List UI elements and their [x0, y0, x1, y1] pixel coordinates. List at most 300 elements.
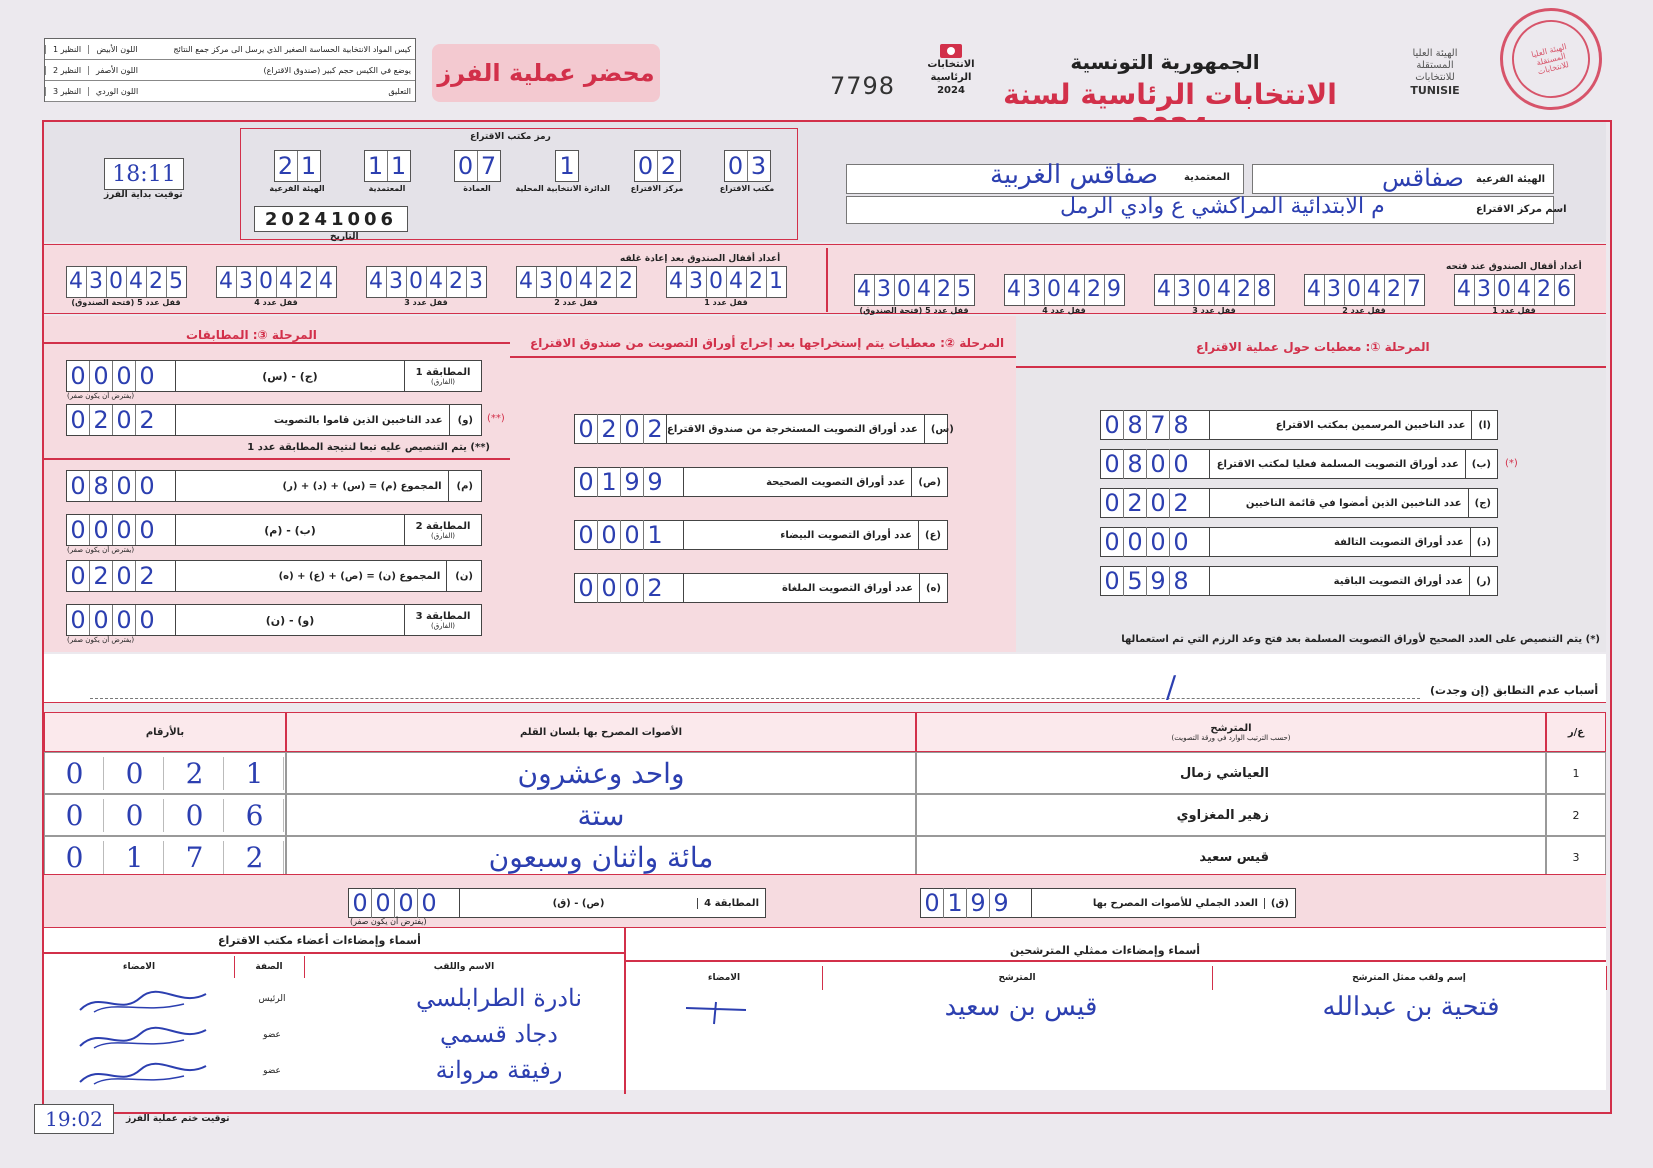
rep-name: فتحية بن عبدالله	[1322, 992, 1500, 1022]
copy-number: النظير 2	[45, 66, 88, 75]
phase3-row	[66, 514, 482, 554]
digit: 1	[647, 521, 663, 549]
phase2-row	[574, 414, 954, 444]
phase3-key: (ن)	[446, 561, 481, 591]
digit: 0	[1173, 450, 1189, 478]
phase3-row	[66, 560, 482, 592]
lock-field	[364, 266, 488, 307]
digit: 2	[447, 267, 467, 297]
phase3-sub: (الفارق)	[430, 531, 456, 540]
digit: 3	[750, 152, 767, 180]
lock-field	[64, 266, 188, 307]
digit: 0	[455, 151, 478, 181]
digit: 4	[577, 267, 597, 297]
digit: 0	[139, 516, 155, 544]
phase3-key: (م)	[448, 471, 482, 501]
lock-field	[214, 266, 338, 307]
digit: 9	[1147, 566, 1170, 596]
digit: 2	[1535, 275, 1555, 305]
digit: 0	[575, 414, 598, 444]
flag-icon	[940, 44, 962, 58]
candidate-number: 2	[1572, 808, 1580, 822]
digit: 4	[217, 267, 237, 297]
members-header-name	[304, 956, 625, 978]
phase2-label: عدد أوراق التصويت البيضاء	[780, 529, 912, 541]
digit: 0	[372, 888, 395, 918]
lock-field	[1452, 274, 1576, 315]
date-box	[254, 206, 408, 232]
phase3-label: المجموع (ن) = (ص) + (ع) + (ه)	[278, 570, 441, 582]
vote-digit: 0	[47, 757, 104, 790]
digit: 9	[1107, 277, 1121, 302]
results-cell-candidate	[916, 794, 1546, 836]
phase1-note: (*) يتم التنصيص على العدد الصحيح لأوراق التصويت المسلمة بعد فتح وعد الرزم التي تم استعمالها	[1121, 634, 1600, 645]
results-cell-digits	[44, 794, 286, 836]
rep-candidate: قيس بن سعيد	[944, 992, 1098, 1022]
digit: 2	[1385, 275, 1405, 305]
phase3-formula: (و) - (ن)	[265, 613, 315, 627]
digit: 0	[895, 275, 915, 305]
digit: 9	[647, 468, 663, 496]
copy-row	[45, 81, 415, 102]
candidate-name: زهير المغزاوي	[1176, 807, 1269, 823]
phase2-key: (ه)	[919, 574, 947, 602]
phase1-key: (ج)	[1468, 489, 1497, 517]
member-row	[44, 984, 624, 1018]
results-cell-words	[286, 752, 916, 794]
stamp-text: الهيئة العليا المستقلة للانتخابات	[1530, 41, 1570, 76]
phase1-label: عدد أوراق التصويت الباقية	[1333, 575, 1464, 587]
digit: 0	[90, 361, 113, 391]
digit: 5	[957, 277, 971, 302]
lock-label: قفل عدد 3	[1192, 306, 1236, 315]
sub-authority-label: الهيئة الفرعية	[1476, 174, 1546, 185]
copy-row	[45, 60, 415, 81]
copies-table	[44, 38, 416, 102]
phase1-label: عدد أوراق التصويت المسلمة فعليا لمكتب الاقتراع	[1216, 458, 1459, 470]
digit: 0	[1147, 449, 1170, 479]
digit: 2	[747, 267, 767, 297]
election-logo	[918, 44, 984, 97]
vote-digit: 2	[167, 757, 224, 790]
copy-color: اللون الأصفر	[88, 66, 145, 75]
phase2-value	[575, 573, 684, 603]
member-row	[44, 1020, 624, 1054]
office-code-field	[515, 150, 610, 193]
total-value	[921, 888, 1032, 918]
digit: 0	[621, 573, 644, 603]
lock-field	[514, 266, 638, 307]
lock-field	[1002, 274, 1126, 315]
lock-label: قفل عدد 1	[704, 298, 748, 307]
phase3-row	[66, 360, 482, 400]
digit: 1	[300, 152, 317, 180]
reps-header-sign	[626, 966, 823, 990]
rep-signature	[676, 998, 776, 1026]
digit: 2	[647, 415, 663, 443]
phase2-value	[575, 520, 684, 550]
digit: 0	[575, 573, 598, 603]
digit: 1	[944, 888, 967, 918]
digit: 5	[169, 269, 183, 294]
copy-description: يوضع في الكيس حجم كبير (صندوق الاقتراع)	[263, 65, 411, 75]
digit: 3	[1475, 275, 1495, 305]
digit: 1	[559, 152, 575, 180]
digit: 3	[875, 275, 895, 305]
office-code-label: مركز الاقتراع	[630, 184, 684, 193]
office-code-value	[274, 150, 321, 182]
delegation-label: المعتمدية	[1184, 172, 1230, 183]
lock-field	[1302, 274, 1426, 315]
digit: 0	[598, 520, 621, 550]
digit: 0	[1195, 275, 1215, 305]
office-code-label: الهيئة الفرعية	[269, 184, 325, 193]
isie-abbr: TUNISIE	[1410, 84, 1460, 97]
member-signature	[74, 1060, 214, 1088]
results-cell-num	[1546, 836, 1606, 878]
digit: 8	[1173, 567, 1189, 595]
digit: 4	[727, 267, 747, 297]
lock-number	[666, 266, 787, 298]
digit: 2	[139, 562, 155, 590]
digit: 0	[113, 471, 136, 501]
digit: 0	[921, 888, 944, 918]
copy-color: اللون الأبيض	[88, 45, 145, 54]
phase1-row	[1100, 566, 1498, 596]
lock-number	[854, 274, 975, 306]
results-header-sub: (حسب الترتيب الوارد في ورقة التصويت)	[1171, 733, 1291, 742]
phase3-label: المجموع (م) = (س) + (د) + (ر)	[282, 480, 442, 492]
end-time-label: توقيت ختم عملية الفرز	[126, 1114, 230, 1124]
official-stamp	[1489, 0, 1613, 121]
office-code-field	[434, 150, 520, 193]
phase2-row	[574, 573, 948, 603]
digit: 0	[635, 151, 658, 181]
end-time-box	[34, 1104, 114, 1134]
total-key: (ق)	[1264, 898, 1295, 909]
results-header-label: ع/ر	[1567, 726, 1585, 738]
reasons-label: أسباب عدم التطابق (إن وجدت)	[1430, 684, 1599, 697]
digit: 0	[90, 515, 113, 545]
members-header-label: الامضاء	[122, 962, 156, 972]
phase2-row	[574, 467, 948, 497]
phase3-label: المطابقة 1	[415, 366, 471, 378]
reps-header-candidate	[822, 966, 1213, 990]
phase3-value	[67, 515, 176, 545]
phase1-key: (ا)	[1471, 411, 1497, 439]
digit: 0	[67, 605, 90, 635]
office-code-value	[364, 150, 411, 182]
phase1-row	[1100, 410, 1498, 440]
results-cell-num	[1546, 794, 1606, 836]
sub-authority-value: صفاقس	[1382, 164, 1464, 192]
phase1-key: (ر)	[1469, 567, 1497, 595]
digit: 3	[1325, 275, 1345, 305]
digit: 0	[621, 520, 644, 550]
digit: 3	[537, 267, 557, 297]
digit: 4	[1215, 275, 1235, 305]
election-title: الانتخابات الرئاسية لسنة	[1003, 78, 1337, 111]
digit: 1	[769, 269, 783, 294]
locks-divider	[826, 248, 828, 312]
member-name: دجاد قسمي	[440, 1020, 558, 1048]
start-time-label: توقيت بداية الفرز	[104, 190, 183, 200]
phase3-formula: (ج) - (س)	[262, 369, 318, 383]
results-cell-words	[286, 794, 916, 836]
vote-digit: 6	[227, 799, 284, 832]
reps-header-name	[1212, 966, 1607, 990]
digit: 0	[1124, 527, 1147, 557]
lock-label: قفل عدد 5 (فتحة الصندوق)	[71, 298, 181, 307]
phase3-row	[66, 404, 505, 436]
members-header-label: الصفة	[255, 962, 283, 972]
digit: 8	[90, 471, 113, 501]
phase2-value	[575, 414, 667, 444]
copy-number: النظير 3	[45, 87, 88, 96]
reseal-title: أعداد أقفال الصندوق بعد إعادة غلقه	[620, 254, 781, 264]
total-box	[920, 888, 1296, 918]
digit: 2	[1124, 488, 1147, 518]
copy-number: النظير 1	[45, 45, 88, 54]
digit: 0	[1495, 275, 1515, 305]
digit: 7	[1147, 410, 1170, 440]
office-code-value	[724, 150, 771, 182]
digit: 4	[1155, 275, 1175, 305]
vote-digit: 0	[107, 799, 164, 832]
total-label: العدد الجملي للأصوات المصرح بها	[1092, 897, 1258, 909]
votes-in-words: مائة واثنان وسبعون	[488, 840, 714, 874]
phase2-value	[575, 467, 684, 497]
phase3-value	[67, 471, 176, 501]
phase1-label: عدد الناخبين المرسمين بمكتب الاقتراع	[1275, 419, 1466, 431]
republic-title: الجمهورية التونسية	[1070, 50, 1260, 74]
digit: 2	[147, 267, 167, 297]
match4-formula: (ص) - (ق)	[552, 897, 605, 909]
phase1-row	[1100, 527, 1498, 557]
digit: 0	[67, 515, 90, 545]
phase3-note: (يفترض أن يكون صفر)	[67, 636, 135, 644]
digit: 0	[67, 561, 90, 591]
digit: 0	[113, 561, 136, 591]
member-role: عضو	[263, 1066, 281, 1076]
vote-digit: 1	[107, 841, 164, 874]
phase1-value	[1101, 527, 1210, 557]
digit: 0	[621, 414, 644, 444]
digit: 0	[1147, 527, 1170, 557]
office-code-label: الدائرة الانتخابية المحلية	[515, 184, 610, 193]
date-value: 20241006	[264, 208, 398, 230]
lock-label: قفل عدد 1	[1492, 306, 1536, 315]
lock-number	[66, 266, 187, 298]
vote-digit: 0	[47, 841, 104, 874]
digit: 2	[297, 267, 317, 297]
phase2-key: (ص)	[911, 468, 947, 496]
digit: 3	[237, 267, 257, 297]
votes-in-words: واحد وعشرون	[517, 756, 685, 790]
votes-in-words: ستة	[577, 798, 625, 832]
phase3-divider	[44, 342, 510, 344]
digit: 5	[1124, 566, 1147, 596]
phase1-value	[1101, 566, 1210, 596]
member-role: عضو	[263, 1030, 281, 1040]
results-header-num	[1546, 712, 1606, 752]
phase3-note: (**) يتم التنصيص عليه تبعا لنتيجة المطابقة عدد 1	[247, 442, 490, 453]
vote-digit: 1	[227, 757, 284, 790]
digit: 0	[1345, 275, 1365, 305]
results-cell-candidate	[916, 752, 1546, 794]
digit: 1	[365, 151, 388, 181]
digit: 0	[407, 267, 427, 297]
digit: 0	[113, 515, 136, 545]
office-code-label: العمادة	[463, 184, 491, 193]
digit: 0	[1101, 527, 1124, 557]
vote-digit: 2	[227, 841, 284, 874]
phase3-key: (و)	[449, 405, 481, 435]
digit: 2	[139, 406, 155, 434]
digit: 9	[621, 467, 644, 497]
digit: 0	[1101, 566, 1124, 596]
copy-description: التعليق	[388, 86, 411, 96]
digit: 7	[480, 152, 497, 180]
office-code-field	[704, 150, 790, 193]
date-label: التاريخ	[330, 232, 359, 242]
digit: 0	[725, 151, 748, 181]
phase1-key: (د)	[1470, 528, 1497, 556]
reps-header-label: الامضاء	[707, 973, 741, 983]
phase3-note: (يفترض أن يكون صفر)	[67, 392, 135, 400]
phase2-key: (ع)	[918, 521, 947, 549]
phase3-label: المطابقة 2	[415, 520, 471, 532]
digit: 0	[575, 467, 598, 497]
digit: 2	[275, 151, 298, 181]
copy-color: اللون الوردي	[88, 87, 145, 96]
lock-label: قفل عدد 5 (فتحة الصندوق)	[859, 306, 969, 315]
form-title: محضر عملية الفرز	[437, 59, 655, 87]
phase1-divider	[1016, 366, 1606, 368]
digit: 0	[575, 520, 598, 550]
phase3-label: عدد الناخبين الذين قاموا بالتصويت	[273, 414, 443, 426]
match4-value	[349, 888, 460, 918]
results-header-candidate	[916, 712, 1546, 752]
phase3-sub: (الفارق)	[430, 377, 456, 386]
digit: 4	[277, 267, 297, 297]
digit: 0	[139, 362, 155, 390]
digit: 2	[598, 414, 621, 444]
phase2-title: المرحلة ②: معطيات يتم إستخراجها بعد إخراج أوراق التصويت من صندوق الاقتراع	[530, 336, 1005, 350]
digit: 4	[127, 267, 147, 297]
lock-number	[1004, 274, 1125, 306]
phase3-split	[44, 458, 510, 460]
members-header-role	[234, 956, 305, 978]
member-role: الرئيس	[258, 994, 286, 1004]
digit: 0	[707, 267, 727, 297]
digit: 0	[598, 573, 621, 603]
results-row	[44, 836, 1606, 878]
digit: 2	[647, 574, 663, 602]
rep-row	[626, 992, 1606, 1032]
results-cell-digits	[44, 836, 286, 878]
digit: 1	[390, 152, 407, 180]
digit: 4	[427, 267, 447, 297]
phase3-value	[67, 361, 176, 391]
end-time-value: 19:02	[45, 1107, 103, 1131]
digit: 2	[597, 267, 617, 297]
digit: 0	[139, 472, 155, 500]
match4-label: المطابقة 4	[697, 898, 765, 909]
lock-number	[1154, 274, 1275, 306]
lock-label: قفل عدد 4	[254, 298, 298, 307]
member-signature	[74, 1024, 214, 1052]
form-title-box	[432, 44, 660, 102]
phase3-mark: (**)	[487, 413, 505, 424]
phase3-label: المطابقة 3	[415, 610, 471, 622]
digit: 0	[67, 361, 90, 391]
candidate-name: العياشي زمال	[1179, 765, 1269, 781]
office-code-value	[634, 150, 681, 182]
lock-label: قفل عدد 4	[1042, 306, 1086, 315]
member-name: رفيقة مروانة	[435, 1056, 563, 1084]
digit: 0	[557, 267, 577, 297]
digit: 7	[1407, 277, 1421, 302]
reps-header-label: إسم ولقب ممثل المترشح	[1352, 973, 1466, 983]
digit: 4	[1455, 275, 1475, 305]
match4-box	[348, 888, 766, 918]
digit: 4	[1515, 275, 1535, 305]
logo-text: الانتخابات الرئاسية 2024	[927, 59, 975, 96]
lock-number	[366, 266, 487, 298]
reps-header-label: المترشح	[998, 973, 1036, 983]
reps-title: أسماء وإمضاءات ممثلي المترشحين	[1010, 944, 1201, 957]
digit: 3	[87, 267, 107, 297]
results-cell-num	[1546, 752, 1606, 794]
results-header-words	[286, 712, 916, 752]
digit: 2	[935, 275, 955, 305]
lock-field	[852, 274, 976, 315]
phase2-label: عدد أوراق التصويت المستخرجة من صندوق الاقتراع	[667, 423, 918, 435]
vote-digit: 0	[47, 799, 104, 832]
phase3-sub: (الفارق)	[430, 621, 456, 630]
delegation-value: صفاقس الغربية	[990, 160, 1159, 190]
digit: 3	[1025, 275, 1045, 305]
lock-label: قفل عدد 3	[404, 298, 448, 307]
phase3-value	[67, 561, 176, 591]
phase1-label: عدد أوراق التصويت التالفة	[1333, 536, 1464, 548]
phase2-divider	[510, 356, 1016, 358]
digit: 3	[1175, 275, 1195, 305]
lock-label: قفل عدد 2	[1342, 306, 1386, 315]
office-code-value	[555, 150, 579, 182]
phase3-value	[67, 605, 176, 635]
lock-number	[1454, 274, 1575, 306]
office-code-title: رمز مكتب الاقتراع	[470, 132, 551, 142]
copy-description: كيس المواد الانتخابية الحساسة الصغير الذي يرسل الى مركز جمع النتائج	[173, 44, 411, 54]
phase1-value	[1101, 410, 1210, 440]
isie-text: الهيئة العليا المستقلة للانتخابات	[1412, 48, 1458, 83]
lock-label: قفل عدد 2	[554, 298, 598, 307]
totals-section	[44, 874, 1606, 928]
digit: 4	[67, 267, 87, 297]
digit: 0	[395, 888, 418, 918]
phase3-label-cell	[404, 605, 481, 635]
phase3-label-cell	[404, 515, 481, 545]
digit: 0	[113, 361, 136, 391]
digit: 8	[1173, 411, 1189, 439]
phase2-row	[574, 520, 948, 550]
results-row	[44, 794, 1606, 836]
office-code-label: مكتب الاقتراع	[719, 184, 775, 193]
start-time-box	[104, 158, 184, 190]
phase3-row	[66, 470, 482, 502]
